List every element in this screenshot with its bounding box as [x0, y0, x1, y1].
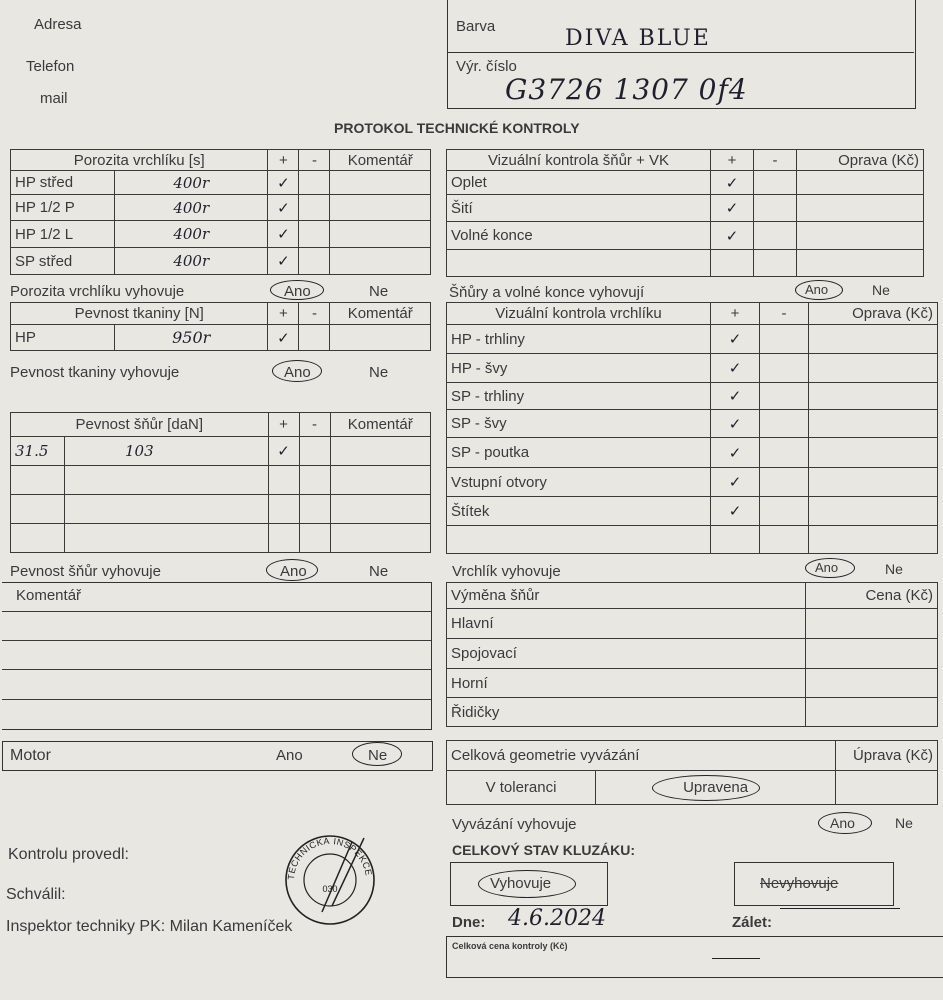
divider: [2, 611, 431, 612]
table-row: [447, 639, 938, 669]
row-label: HP 1/2 L: [11, 221, 115, 248]
row-value: 400r: [115, 248, 268, 275]
row-label: HP - švy: [447, 354, 711, 383]
motor-yes: Ano: [276, 747, 303, 764]
plus-header: +: [711, 303, 760, 325]
fabric-yes: Ano: [284, 364, 311, 381]
row-label: SP - švy: [447, 410, 711, 438]
porosity-verdict-label: Porozita vrchlíku vyhovuje: [10, 283, 185, 300]
check-mark: ✓: [268, 195, 299, 221]
price-header: Cena (Kč): [806, 583, 938, 609]
flight-line: [780, 908, 900, 909]
check-mark: ✓: [711, 468, 760, 497]
table-row: [11, 524, 431, 553]
selection-circle: [805, 558, 855, 578]
fabric-header: Pevnost tkaniny [N]: [11, 303, 268, 325]
comment-box: [2, 582, 432, 730]
check-mark: ✓: [268, 171, 299, 195]
line-value-b: 103: [65, 437, 269, 466]
date-label: Dne:: [452, 914, 486, 931]
lines-no: Ne: [369, 563, 389, 580]
table-row: [447, 222, 924, 250]
lines-yes: Ano: [280, 563, 307, 580]
plus-header: +: [711, 150, 754, 171]
line-strength-table: [10, 412, 431, 553]
geometry-no: Ne: [895, 815, 913, 831]
lines-verdict-label: Pevnost šňůr vyhovuje: [10, 563, 161, 580]
divider: [2, 699, 431, 700]
table-row: [11, 195, 431, 221]
visual-lines-no: Ne: [872, 282, 890, 298]
check-mark: ✓: [268, 221, 299, 248]
check-mark: ✓: [711, 410, 760, 438]
comment-header: Komentář: [330, 150, 431, 171]
date-value: 4.6.2024: [508, 906, 606, 931]
row-label: HP 1/2 P: [11, 195, 115, 221]
visual-canopy-table: [446, 302, 938, 554]
row-value: 950r: [115, 325, 268, 351]
table-row: [11, 325, 431, 351]
table-row: [447, 438, 938, 468]
table-row: [11, 248, 431, 275]
table-row: [447, 497, 938, 526]
row-label: Oplet: [447, 171, 711, 195]
divider: [2, 669, 431, 670]
table-row: [447, 171, 924, 195]
comment-header: Komentář: [330, 303, 431, 325]
inspection-stamp: [282, 832, 378, 928]
pass-label: Vyhovuje: [490, 875, 552, 892]
motor-label: Motor: [10, 747, 51, 764]
table-row: [11, 221, 431, 248]
geometry-label: Celková geometrie vyvázání: [447, 741, 836, 771]
row-label: SP střed: [11, 248, 115, 275]
row-label: Štítek: [447, 497, 711, 526]
flight-label: Zálet:: [732, 914, 773, 931]
check-mark: ✓: [268, 248, 299, 275]
check-mark: ✓: [711, 325, 760, 354]
approved-label: Schválil:: [6, 886, 66, 903]
minus-header: -: [299, 150, 330, 171]
selection-circle: [270, 280, 324, 300]
performed-label: Kontrolu provedl:: [8, 846, 129, 863]
geometry-repair-label: Úprava (Kč): [836, 741, 938, 771]
visual-lines-verdict: Šňůry a volné konce vyhovují: [449, 284, 645, 301]
table-row: [447, 325, 938, 354]
repair-header: Oprava (Kč): [809, 303, 938, 325]
check-mark: ✓: [711, 383, 760, 410]
selection-circle: [818, 812, 872, 834]
row-label: Volné konce: [447, 222, 711, 250]
table-row: [11, 495, 431, 524]
total-price-label: Celková cena kontroly (Kč): [452, 941, 568, 951]
row-label: SP - trhliny: [447, 383, 711, 410]
table-row: [447, 669, 938, 698]
serial-label: Výr. číslo: [456, 58, 517, 75]
row-value: 400r: [115, 195, 268, 221]
repair-header: Oprava (Kč): [797, 150, 924, 171]
fail-label: Nevyhovuje: [760, 875, 839, 892]
table-row: [447, 468, 938, 497]
divider: [2, 640, 431, 641]
selection-circle: [266, 559, 318, 581]
check-mark: ✓: [711, 195, 754, 222]
check-mark: ✓: [711, 222, 754, 250]
row-label: Řidičky: [447, 698, 806, 727]
replacement-header: Výměna šňůr: [447, 583, 806, 609]
row-label: Spojovací: [447, 639, 806, 669]
minus-header: -: [754, 150, 797, 171]
selection-circle: [478, 870, 576, 898]
visual-lines-yes: Ano: [805, 282, 829, 297]
plus-header: +: [268, 303, 299, 325]
check-mark: ✓: [268, 437, 299, 466]
motor-no: Ne: [368, 747, 388, 764]
table-row: [11, 171, 431, 195]
plus-header: +: [268, 150, 299, 171]
minus-header: -: [299, 413, 330, 437]
row-label: Hlavní: [447, 609, 806, 639]
canopy-no: Ne: [885, 561, 903, 577]
total-price-line: [712, 958, 760, 959]
porosity-header: Porozita vrchlíku [s]: [11, 150, 268, 171]
canopy-verdict-label: Vrchlík vyhovuje: [452, 563, 561, 580]
porosity-table: [10, 149, 431, 275]
table-row: [11, 437, 431, 466]
row-label: Horní: [447, 669, 806, 698]
page-title: PROTOKOL TECHNICKÉ KONTROLY: [334, 120, 580, 136]
header-divider: [447, 52, 914, 53]
table-row: [447, 698, 938, 727]
email-label: mail: [40, 90, 68, 107]
check-mark: ✓: [711, 171, 754, 195]
porosity-yes: Ano: [284, 283, 311, 300]
row-value: 400r: [115, 171, 268, 195]
canopy-yes: Ano: [815, 560, 839, 575]
selection-circle: [272, 360, 322, 382]
address-label: Adresa: [34, 16, 82, 33]
table-row: [447, 410, 938, 438]
visual-lines-table: [446, 149, 924, 277]
visual-canopy-header: Vizuální kontrola vrchlíku: [447, 303, 711, 325]
row-label: HP střed: [11, 171, 115, 195]
fabric-strength-table: [10, 302, 431, 351]
check-mark: ✓: [711, 497, 760, 526]
check-mark: ✓: [268, 325, 299, 351]
table-row: [447, 354, 938, 383]
adjusted-cell: Upravena: [596, 771, 836, 805]
comment-label: Komentář: [16, 587, 82, 604]
check-mark: ✓: [711, 354, 760, 383]
geometry-verdict-label: Vyvázání vyhovuje: [452, 816, 577, 833]
color-label: Barva: [456, 18, 496, 35]
comment-header: Komentář: [330, 413, 430, 437]
overall-label: CELKOVÝ STAV KLUZÁKU:: [452, 842, 636, 858]
svg-text:TECHNICKÁ INSPEKCE: [286, 836, 374, 880]
lines-header: Pevnost šňůr [daN]: [11, 413, 269, 437]
phone-label: Telefon: [26, 58, 75, 75]
plus-header: +: [268, 413, 299, 437]
minus-header: -: [299, 303, 330, 325]
line-replacement-table: [446, 582, 938, 727]
table-row: [447, 526, 938, 554]
inspector-label: Inspektor techniky PK: Milan Kameníček: [6, 918, 293, 935]
fabric-no: Ne: [369, 364, 389, 381]
table-row: [447, 250, 924, 277]
fabric-verdict-label: Pevnost tkaniny vyhovuje: [10, 364, 180, 381]
row-label: Šití: [447, 195, 711, 222]
table-row: [11, 466, 431, 495]
row-label: HP: [11, 325, 115, 351]
selection-circle: [652, 775, 760, 801]
stamp-number: 030: [322, 884, 338, 894]
stamp-text: TECHNICKÁ INSPEKCE: [285, 835, 374, 881]
row-label: SP - poutka: [447, 438, 711, 468]
tolerance-cell: V toleranci: [447, 771, 596, 805]
row-value: 400r: [115, 221, 268, 248]
selection-circle: [795, 280, 843, 300]
visual-lines-header: Vizuální kontrola šňůr + VK: [447, 150, 711, 171]
row-label: HP - trhliny: [447, 325, 711, 354]
serial-value: G3726 1307 0f4: [505, 73, 748, 106]
color-value: DIVA BLUE: [565, 26, 711, 51]
table-row: [447, 609, 938, 639]
line-value-a: 31.5: [11, 437, 65, 466]
geometry-yes: Ano: [830, 815, 855, 831]
minus-header: -: [760, 303, 809, 325]
table-row: [447, 383, 938, 410]
table-row: [447, 195, 924, 222]
row-label: Vstupní otvory: [447, 468, 711, 497]
selection-circle: [352, 742, 402, 766]
porosity-no: Ne: [369, 283, 389, 300]
check-mark: ✓: [711, 438, 760, 468]
